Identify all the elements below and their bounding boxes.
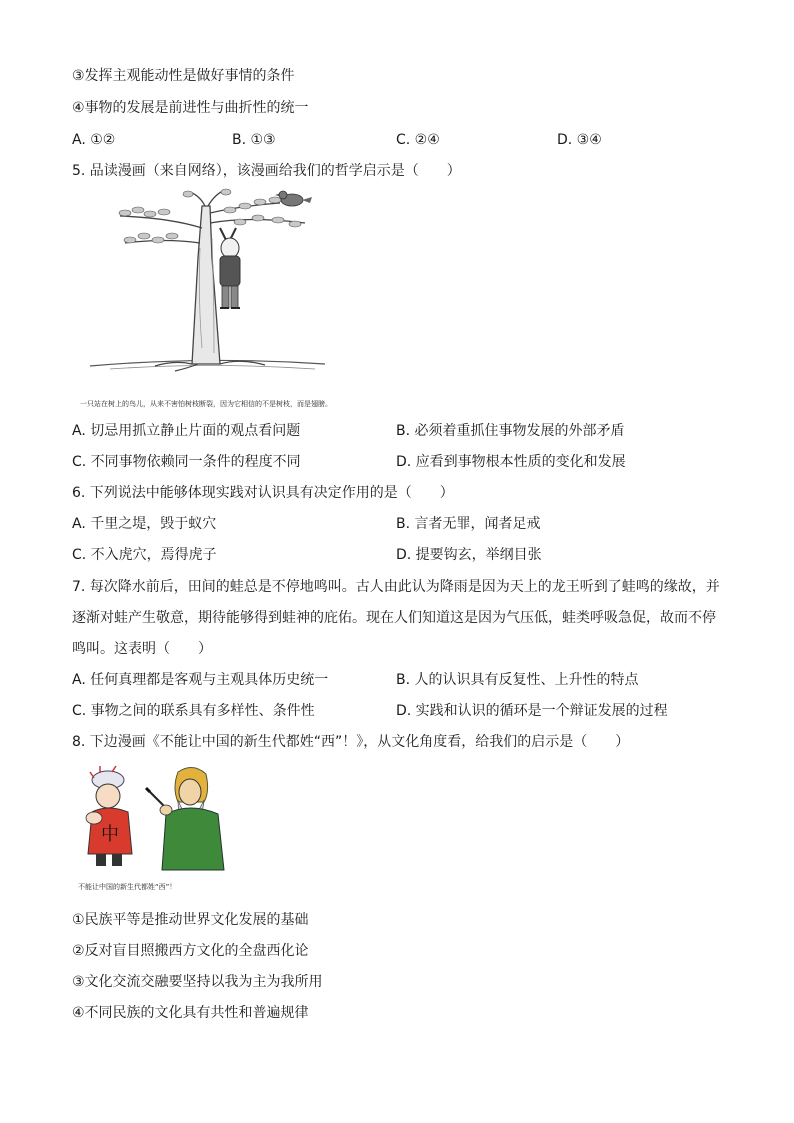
- child-figure: [86, 766, 132, 866]
- q8-statement-1: ①民族平等是推动世界文化发展的基础: [72, 912, 309, 928]
- q8-statement-3: ③文化交流交融要坚持以我为主为我所用: [72, 974, 323, 990]
- q6-option-d[interactable]: D. 提要钩玄，举纲目张: [396, 547, 542, 563]
- q8-statement-2: ②反对盲目照搬西方文化的全盘西化论: [72, 943, 309, 959]
- q7-option-b[interactable]: B. 人的认识具有反复性、上升性的特点: [396, 672, 639, 688]
- shirt-character: 中: [101, 824, 119, 845]
- q7-stem: 7. 每次降水前后，田间的蛙总是不停地鸣叫。古人由此认为降雨是因为天上的龙王听到了蛙鸣的缘故，并逐渐对蛙产生敬意，期待能够得到蛙神的庇佑。现在人们知道这是因为气压低，蛙类呼吸急促，故而不停鸣叫。这表明（ ）: [72, 579, 720, 657]
- q8-image-caption: 不能让中国的新生代都姓“西”！: [78, 883, 177, 891]
- q6-option-a[interactable]: A. 千里之堤，毁于蚁穴: [72, 516, 217, 532]
- q5-option-c[interactable]: C. 不同事物依赖同一条件的程度不同: [72, 454, 301, 470]
- q7-option-c[interactable]: C. 事物之间的联系具有多样性、条件性: [72, 703, 315, 719]
- q5-option-a[interactable]: A. 切忌用抓立静止片面的观点看问题: [72, 423, 301, 439]
- q4-option-c[interactable]: C. ②④: [396, 132, 440, 148]
- q8-statement-4: ④不同民族的文化具有共性和普遍规律: [72, 1005, 309, 1021]
- q5-stem: 5. 品读漫画（来自网络），该漫画给我们的哲学启示是（ ）: [72, 163, 461, 179]
- elder-figure: [146, 767, 224, 870]
- west-culture-cartoon-image: [78, 762, 228, 874]
- q5-option-d[interactable]: D. 应看到事物根本性质的变化和发展: [396, 454, 626, 470]
- bird-figure: [275, 191, 312, 206]
- q6-stem: 6. 下列说法中能够体现实践对认识具有决定作用的是（ ）: [72, 485, 454, 501]
- q4-option-d[interactable]: D. ③④: [557, 132, 602, 148]
- q7-option-a[interactable]: A. 任何真理都是客观与主观具体历史统一: [72, 672, 329, 688]
- q4-option-a[interactable]: A. ①②: [72, 132, 116, 148]
- tree-cartoon-image: [80, 188, 330, 378]
- q7-option-d[interactable]: D. 实践和认识的循环是一个辩证发展的过程: [396, 703, 668, 719]
- statement-3: ③发挥主观能动性是做好事情的条件: [72, 68, 295, 84]
- q4-option-b[interactable]: B. ①③: [232, 132, 276, 148]
- q6-option-b[interactable]: B. 言者无罪，闻者足戒: [396, 516, 541, 532]
- statement-4: ④事物的发展是前进性与曲折性的统一: [72, 100, 309, 116]
- q5-image-caption: 一只站在树上的鸟儿，从来不害怕树枝断裂，因为它相信的不是树枝，而是翅膀。: [80, 400, 332, 408]
- hanging-person-figure: [220, 228, 240, 308]
- q6-option-c[interactable]: C. 不入虎穴，焉得虎子: [72, 547, 217, 563]
- q5-option-b[interactable]: B. 必须着重抓住事物发展的外部矛盾: [396, 423, 625, 439]
- q8-stem: 8. 下边漫画《不能让中国的新生代都姓“西”！》，从文化角度看，给我们的启示是（ ）: [72, 734, 630, 750]
